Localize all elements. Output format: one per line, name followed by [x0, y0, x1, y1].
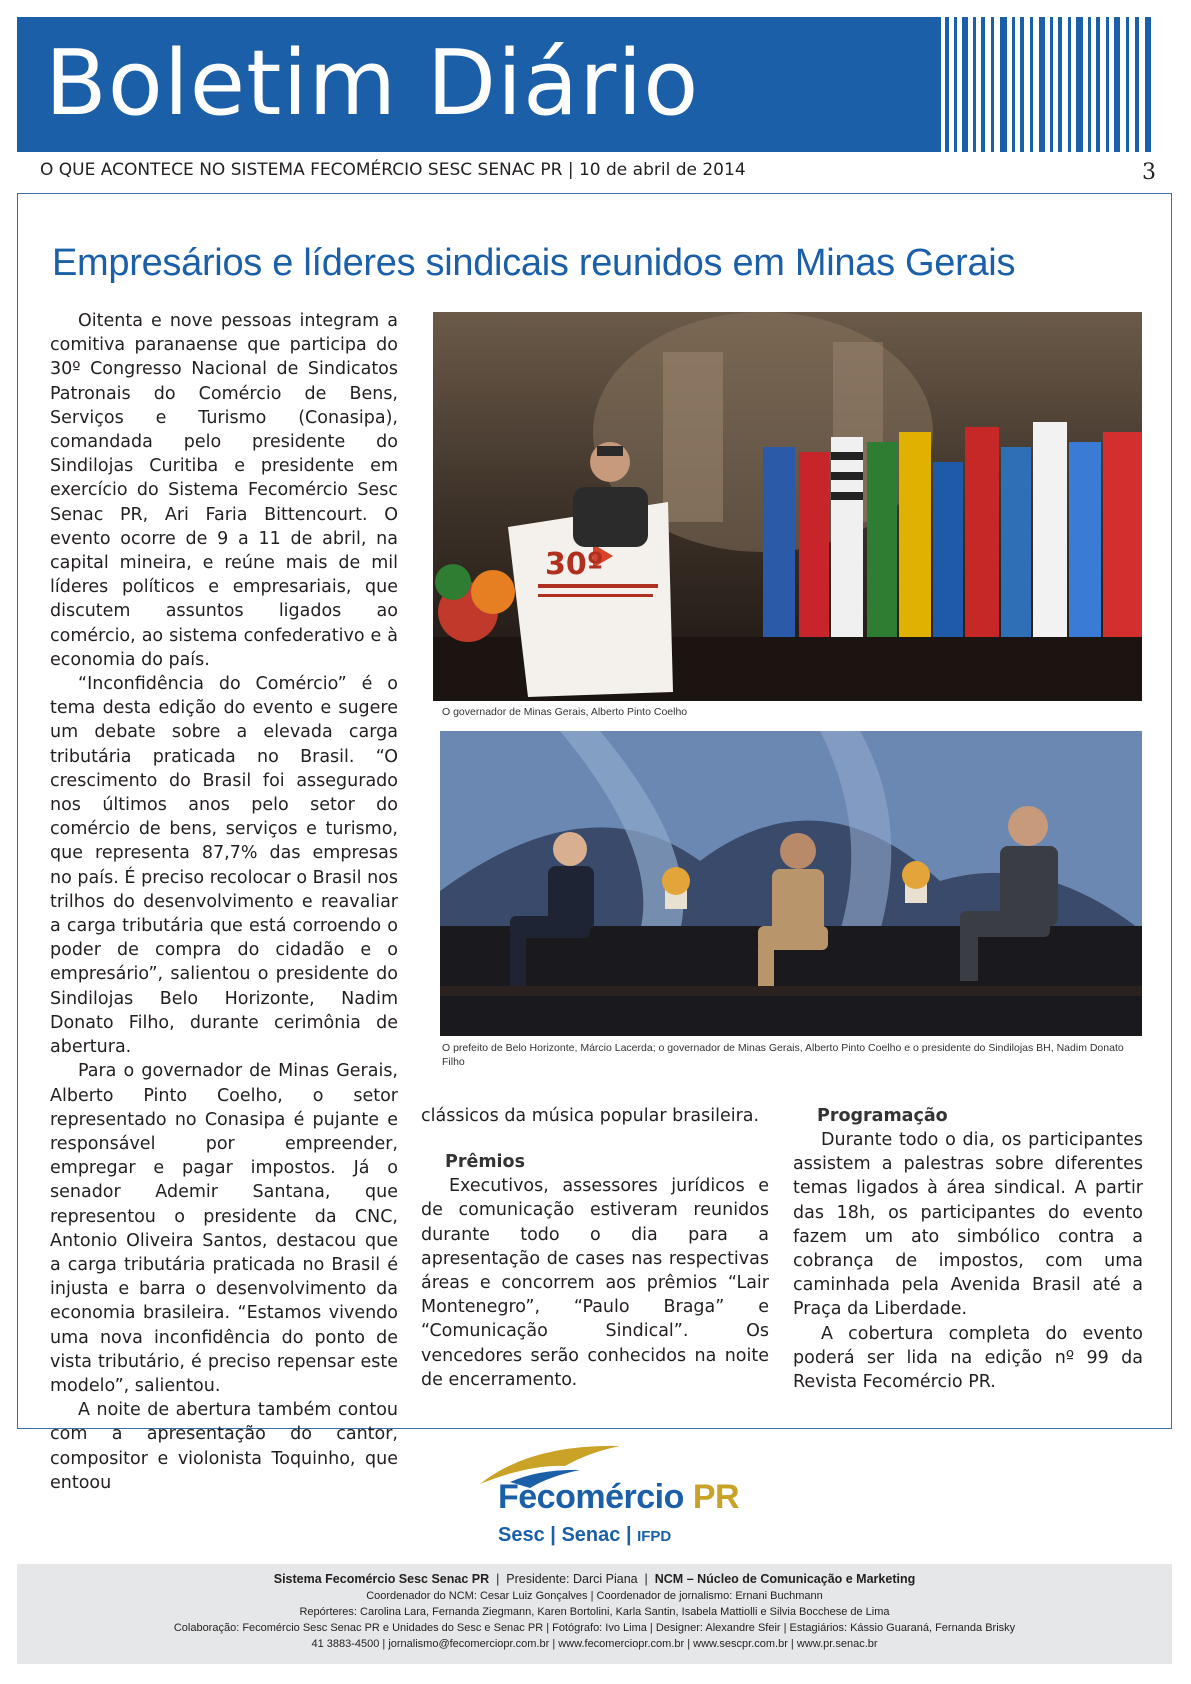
logo-sub: Sesc | Senac | IFPD	[498, 1524, 672, 1546]
paragraph: A cobertura completa do evento poderá ser lida na edição nº 99 da Revista Fecomércio PR.	[793, 1323, 1143, 1393]
footer-line-1: Sistema Fecomércio Sesc Senac PR | Presidente: Darci Piana | NCM – Núcleo de Comunicação e Marketing	[273, 1572, 916, 1586]
podium-number: 30º	[545, 547, 604, 582]
photo-authorities-image	[440, 731, 1142, 1036]
article-column-2	[421, 1104, 769, 1392]
footer-ncm: NCM – Núcleo de Comunicação e Marketing	[654, 1572, 916, 1586]
footer-line-3: Repórteres: Carolina Lara, Fernanda Ziegmann, Karen Bortolini, Karla Santin, Isabela Mattiolli e Silvia Bocchese de Lima	[299, 1606, 890, 1618]
photo-caption: O governador de Minas Gerais, Alberto Pinto Coelho	[442, 706, 688, 718]
photo-caption: O prefeito de Belo Horizonte, Márcio Lacerda; o governador de Minas Gerais, Alberto Pinto Coelho e o presidente do Sindilojas BH, Nadim Donato Filho	[442, 1042, 1124, 1068]
paragraph: Para o governador de Minas Gerais, Alberto Pinto Coelho, o setor representado no Conasipa é pujante e responsável por empreender, empregar e pagar impostos. Já o senador Ademir Santana, que representou o presidente da CNC, Antonio Oliveira Santos, destacou que a carga tributária praticada no Brasil é injusta e barra o desenvolvimento da economia brasileira. “Estamos vivendo uma nova inconfidência do ponto de vista tributário, é preciso repensar este modelo”, salientou.	[50, 1061, 398, 1396]
logo-name: Fecomércio	[498, 1478, 684, 1516]
page-number: 3	[1142, 160, 1156, 185]
paragraph: Oitenta e nove pessoas integram a comitiva paranaense que participa do 30º Congresso Nacional de Sindicatos Patronais do Comércio de Bens, Serviços e Turismo (Conasipa), comandada pelo presidente do Sindilojas Curitiba e presidente em exercício do Sistema Fecomércio Sesc Senac PR, Ari Faria Bittencourt. O evento ocorre de 9 a 11 de abril, na capital mineira, e reúne mais de mil líderes políticos e empresariais, que discutem assuntos ligados ao comércio, ao sistema confederativo e à economia do país.	[50, 311, 398, 670]
logo-ifpd: IFPD	[637, 1528, 672, 1545]
footer-president: Presidente: Darci Piana	[506, 1572, 638, 1586]
logo-suffix: PR	[692, 1478, 740, 1516]
section-heading-premios: Prêmios	[445, 1152, 525, 1173]
article-headline: Empresários e líderes sindicais reunidos em Minas Gerais	[52, 242, 1016, 284]
footer-line-2: Coordenador do NCM: Cesar Luiz Gonçalves | Coordenador de jornalismo: Ernani Buchmann	[366, 1590, 823, 1602]
footer-line-5: 41 3883-4500 | jornalismo@fecomerciopr.com.br | www.fecomerciopr.com.br | www.sescpr.com.br | www.pr.senac.br	[311, 1638, 878, 1650]
paragraph: Durante todo o dia, os participantes assistem a palestras sobre diferentes temas ligados à área sindical. A partir das 18h, os participantes do evento fazem um ato simbólico contra a cobrança de impostos, com uma caminhada pela Avenida Brasil até a Praça da Liberdade.	[793, 1130, 1143, 1320]
logo-senac: Senac	[561, 1524, 621, 1546]
article-column-3	[793, 1104, 1143, 1394]
fecomercio-logo	[470, 1444, 760, 1552]
article-column-1	[50, 309, 398, 1495]
photo-governor-podium	[433, 312, 1142, 701]
paragraph: “Inconfidência do Comércio” é o tema desta edição do evento e sugere um debate sobre a elevada carga tributária praticada no Brasil. “O crescimento do Brasil foi assegurado nos últimos anos pelo setor do comércio de bens, serviços e turismo, que representa 87,7% das empresas no país. É preciso recolocar o Brasil nos trilhos do desenvolvimento e reavaliar a carga tributária que está corroendo o poder de compra do cidadão e o empresário”, salientou o presidente do Sindilojas Belo Horizonte, Nadim Donato Filho, durante cerimônia de abertura.	[50, 674, 398, 1058]
footer-line-4: Colaboração: Fecomércio Sesc Senac PR e Unidades do Sesc e Senac PR | Fotógrafo: Ivo Lima | Designer: Alexandre Sfeir | Estagiários: Kássio Guaraná, Fernanda Brisky	[173, 1622, 1016, 1634]
edition-subline: O QUE ACONTECE NO SISTEMA FECOMÉRCIO SESC SENAC PR | 10 de abril de 2014	[40, 160, 746, 180]
masthead	[17, 17, 941, 152]
paragraph: A noite de abertura também contou com a apresentação do cantor, compositor e violonista Toquinho, que entoou	[50, 1400, 398, 1493]
section-heading-programacao: Programação	[817, 1106, 948, 1126]
logo-sesc: Sesc	[498, 1524, 545, 1546]
photo-authorities-seated	[440, 731, 1142, 1036]
paragraph: Executivos, assessores jurídicos e de comunicação estiveram reunidos durante todo o dia para a apresentação de cases nas respectivas áreas e concorrem aos prêmios “Lair Montenegro”, “Paulo Braga” e “Comunicação Sindical”. Os vencedores serão conhecidos na noite de encerramento.	[421, 1176, 769, 1390]
masthead-title: Boletim Diário	[45, 31, 700, 136]
photo-governor-podium-image	[433, 312, 1142, 701]
logo-wordmark	[498, 1478, 739, 1517]
footer-system: Sistema Fecomércio Sesc Senac PR	[273, 1572, 490, 1586]
barcode-decoration	[945, 17, 1155, 152]
footer-credits	[17, 1564, 1172, 1664]
paragraph: clássicos da música popular brasileira.	[421, 1106, 760, 1126]
